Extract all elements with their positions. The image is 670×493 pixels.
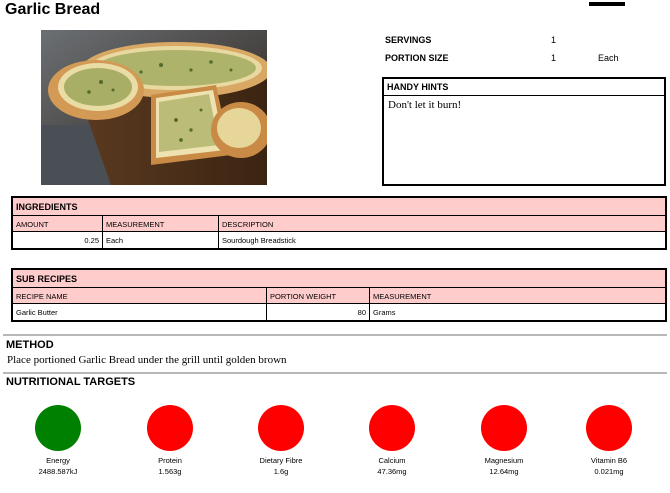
nutrient-label: Energy bbox=[46, 456, 70, 465]
nutrient-status-dot bbox=[258, 405, 304, 451]
nutrient-label: Protein bbox=[158, 456, 182, 465]
portion-size-value: 1 bbox=[551, 53, 557, 63]
nutrient-calcium bbox=[347, 405, 437, 476]
nutrition-heading: NUTRITIONAL TARGETS bbox=[6, 376, 136, 388]
nutrient-value: 2488.587kJ bbox=[38, 467, 78, 476]
sub-recipe-measurement: Grams bbox=[373, 308, 396, 317]
nutrient-label: Dietary Fibre bbox=[259, 456, 303, 465]
nutrient-value: 0.021mg bbox=[594, 467, 624, 476]
method-text: Place portioned Garlic Bread under the grill until golden brown bbox=[7, 354, 287, 366]
nutrient-status-dot bbox=[369, 405, 415, 451]
nutrient-value: 47.36mg bbox=[377, 467, 407, 476]
ingredient-description: Sourdough Breadstick bbox=[222, 236, 296, 245]
sub-recipes-header-row bbox=[13, 288, 665, 304]
nutrition-divider bbox=[3, 372, 667, 374]
nutrient-status-dot bbox=[481, 405, 527, 451]
table-row bbox=[13, 304, 665, 320]
sub-recipes-heading: SUB RECIPES bbox=[13, 270, 665, 288]
column-header-measurement: MEASUREMENT bbox=[103, 216, 219, 231]
table-row bbox=[13, 232, 665, 248]
portion-size-label: PORTION SIZE bbox=[385, 53, 449, 63]
column-header-description: DESCRIPTION bbox=[222, 220, 274, 229]
handy-hints-heading: HANDY HINTS bbox=[384, 79, 664, 96]
column-header-measurement: MEASUREMENT bbox=[373, 292, 432, 301]
nutrient-status-dot bbox=[35, 405, 81, 451]
recipe-title: Garlic Bread bbox=[5, 1, 101, 18]
top-right-bar bbox=[589, 2, 625, 6]
nutrient-label: Calcium bbox=[378, 456, 406, 465]
nutrient-value: 1.563g bbox=[158, 467, 182, 476]
handy-hints-text: Don't let it burn! bbox=[388, 99, 462, 111]
column-header-recipe-name: RECIPE NAME bbox=[13, 288, 267, 303]
sub-recipe-name: Garlic Butter bbox=[13, 304, 267, 320]
portion-size-unit: Each bbox=[598, 53, 619, 63]
nutrient-vitamin-b6 bbox=[564, 405, 654, 476]
servings-label: SERVINGS bbox=[385, 35, 432, 45]
column-header-amount: AMOUNT bbox=[13, 216, 103, 231]
servings-value: 1 bbox=[551, 35, 557, 45]
recipe-photo bbox=[41, 30, 267, 185]
nutrient-energy bbox=[13, 405, 103, 476]
method-heading: METHOD bbox=[6, 339, 54, 351]
nutrient-status-dot bbox=[586, 405, 632, 451]
nutrient-label: Vitamin B6 bbox=[590, 456, 628, 465]
handy-hints-box bbox=[382, 77, 666, 186]
nutrient-value: 1.6g bbox=[273, 467, 289, 476]
sub-recipe-weight: 80 bbox=[267, 304, 370, 320]
method-divider bbox=[3, 334, 667, 336]
ingredients-table bbox=[11, 196, 667, 250]
nutrient-magnesium bbox=[459, 405, 549, 476]
column-header-portion-weight: PORTION WEIGHT bbox=[267, 288, 370, 303]
nutrient-label: Magnesium bbox=[484, 456, 524, 465]
ingredient-amount: 0.25 bbox=[13, 232, 103, 248]
nutrient-dietary-fibre bbox=[236, 405, 326, 476]
ingredients-heading: INGREDIENTS bbox=[13, 198, 665, 216]
ingredients-header-row bbox=[13, 216, 665, 232]
sub-recipes-table bbox=[11, 268, 667, 322]
nutrient-protein bbox=[125, 405, 215, 476]
nutrient-value: 12.64mg bbox=[489, 467, 519, 476]
nutrient-status-dot bbox=[147, 405, 193, 451]
ingredient-measurement: Each bbox=[103, 232, 219, 248]
